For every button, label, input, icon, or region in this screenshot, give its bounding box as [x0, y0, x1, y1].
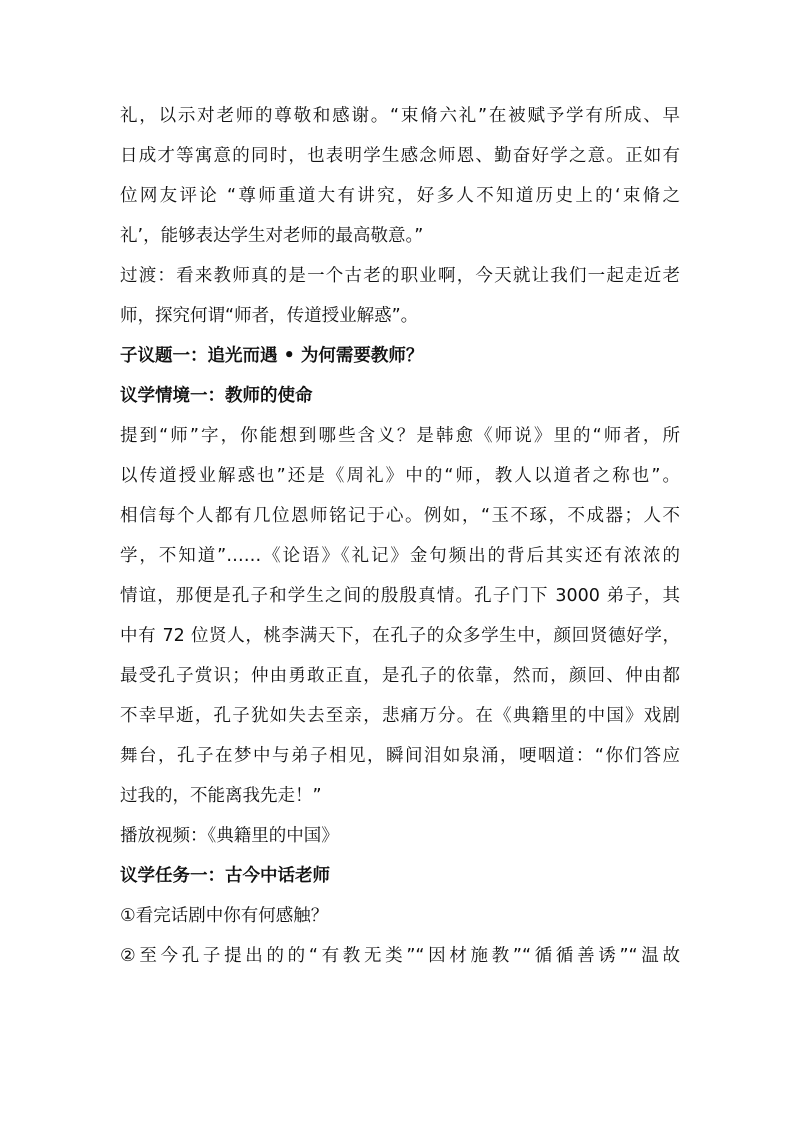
paragraph-line: 过我的，不能离我先走！” [120, 786, 322, 806]
paragraph-line: 以传道授业解惑也”还是《周礼》中的“师，教人以道者之称也”。 [120, 466, 680, 486]
paragraph-line: 礼’，能够表达学生对老师的最高敬意。” [120, 226, 424, 246]
paragraph-line: 礼，以示对老师的尊敬和感谢。“束脩六礼”在被赋予学有所成、早 [120, 106, 680, 126]
paragraph-line: 舞台，孔子在梦中与弟子相见，瞬间泪如泉涌，哽咽道：“你们答应 [120, 746, 680, 766]
question-line: ②至今孔子提出的的“有教无类”“因材施教”“循循善诱”“温故 [120, 946, 680, 966]
transition-line: 师，探究何谓“师者，传道授业解惑”。 [120, 306, 419, 326]
paragraph-line: 不幸早逝，孔子犹如失去至亲，悲痛万分。在《典籍里的中国》戏剧 [120, 706, 680, 726]
video-note-line: 播放视频：《典籍里的中国》 [120, 826, 339, 846]
paragraph-line: 学，不知道”……《论语》《礼记》金句频出的背后其实还有浓浓的 [120, 546, 680, 566]
paragraph-line: 最受孔子赏识；仲由勇敢正直，是孔子的依靠，然而，颜回、仲由都 [120, 666, 680, 686]
paragraph-line: 位网友评论 “尊师重道大有讲究，好多人不知道历史上的‘束脩之 [120, 186, 680, 206]
scenario-heading: 议学情境一：教师的使命 [120, 386, 313, 406]
paragraph-line: 中有 72 位贤人，桃李满天下，在孔子的众多学生中，颜回贤德好学， [120, 626, 680, 646]
task-heading: 议学任务一：古今中话老师 [120, 866, 330, 886]
paragraph-line: 提到“师”字，你能想到哪些含义？是韩愈《师说》里的“师者，所 [120, 426, 680, 446]
transition-line: 过渡：看来教师真的是一个古老的职业啊，今天就让我们一起走近老 [120, 266, 680, 286]
paragraph-line: 相信每个人都有几位恩师铭记于心。例如，“玉不琢，不成器；人不 [120, 506, 680, 526]
paragraph-line: 日成才等寓意的同时，也表明学生感念师恩、勤奋好学之意。正如有 [120, 146, 680, 166]
sub-topic-heading: 子议题一：追光而遇 • 为何需要教师？ [120, 346, 424, 366]
question-line: ①看完话剧中你有何感触？ [120, 906, 329, 926]
paragraph-line: 情谊，那便是孔子和学生之间的殷殷真情。孔子门下 3000 弟子，其 [120, 586, 680, 606]
